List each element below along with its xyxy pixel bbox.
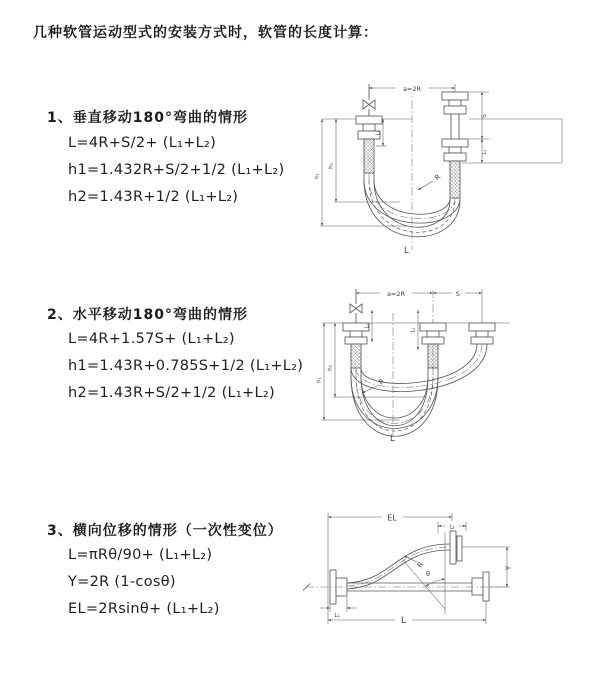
dim-label-h2: h₂ (328, 163, 335, 169)
section-3-heading: 3、横向位移的情形（一次性变位） (47, 523, 283, 539)
formula-line: h2=1.43R+1/2 (L₁+L₂) (68, 189, 239, 205)
radius-callout (418, 173, 442, 190)
dim-label-y: Y (504, 565, 513, 571)
formula-line: L=4R+1.57S+ (L₁+L₂) (68, 331, 235, 347)
dim-label-l1: L₁ (334, 613, 340, 619)
length-label: L (390, 434, 395, 444)
section-1-heading: 1、垂直移动180°弯曲的情形 (47, 110, 248, 126)
left-pipe-fitting (356, 116, 382, 173)
dim-label-l2: L₂ (410, 327, 417, 333)
dim-label-l2: L₂ (482, 149, 488, 155)
diagram-vertical-180-bend (312, 76, 597, 258)
section-2-heading: 2、水平移动180°弯曲的情形 (47, 307, 248, 323)
dim-label-span: a=2R (402, 85, 422, 93)
dim-label-l: L (400, 616, 407, 626)
diagram-horizontal-180-bend (310, 280, 600, 448)
dim-l (328, 601, 486, 626)
dim-span-top (356, 288, 482, 323)
radius-callout (404, 556, 425, 569)
dim-s-and-l2 (462, 92, 562, 163)
right-pipe-fitting (442, 92, 468, 198)
theta-label: θ (426, 570, 430, 578)
formula-line: L=4R+S/2+ (L₁+L₂) (68, 135, 217, 151)
formula-line: L=πRθ/90+ (L₁+L₂) (68, 547, 213, 563)
moved-end-flange (450, 531, 462, 564)
dim-label-h2: h₂ (327, 365, 334, 371)
center-lines (393, 290, 433, 438)
formula-line: h1=1.43R+0.785S+1/2 (L₁+L₂) (68, 358, 304, 374)
right-flange (472, 572, 489, 601)
valve-icon (363, 84, 375, 116)
dim-label-l1: L₁ (375, 130, 382, 136)
middle-pipe-fitting (420, 323, 446, 368)
hose-deep-u-bend (351, 368, 438, 436)
valve-icon (350, 289, 362, 323)
dim-el (328, 511, 455, 624)
page-title: 几种软管运动型式的安装方式时，软管的长度计算： (33, 25, 378, 41)
radius-label: R (433, 172, 443, 183)
dim-l1 (320, 597, 357, 619)
dim-label-h1: h₁ (314, 173, 321, 179)
radius-label: R (415, 560, 426, 570)
dim-label-l2: L₂ (449, 524, 455, 531)
right-pipe-fitting (469, 323, 495, 344)
hose-wide-u-bend (351, 344, 487, 392)
diagram-lateral-displacement (300, 502, 600, 647)
formula-line: EL=2Rsinθ+ (L₁+L₂) (68, 601, 220, 617)
dim-label-l1: L₁ (364, 323, 371, 329)
dim-label-h1: h₁ (316, 377, 323, 383)
formula-line: Y=2R (1-cosθ) (68, 574, 176, 590)
radius-label: R (377, 377, 387, 387)
dim-l2 (411, 310, 419, 350)
left-pipe-fitting (343, 323, 369, 368)
dim-label-s: S (455, 290, 461, 298)
length-label: L (404, 246, 409, 256)
displaced-hose (347, 544, 450, 589)
dim-label-span: a=2R (386, 290, 406, 298)
formula-line: h2=1.43R+S/2+1/2 (L₁+L₂) (68, 385, 275, 401)
formula-line: h1=1.432R+S/2+1/2 (L₁+L₂) (68, 162, 285, 178)
dim-label-el: EL (387, 513, 397, 523)
dim-span-top (369, 83, 455, 93)
dim-label-s: S (481, 114, 488, 118)
